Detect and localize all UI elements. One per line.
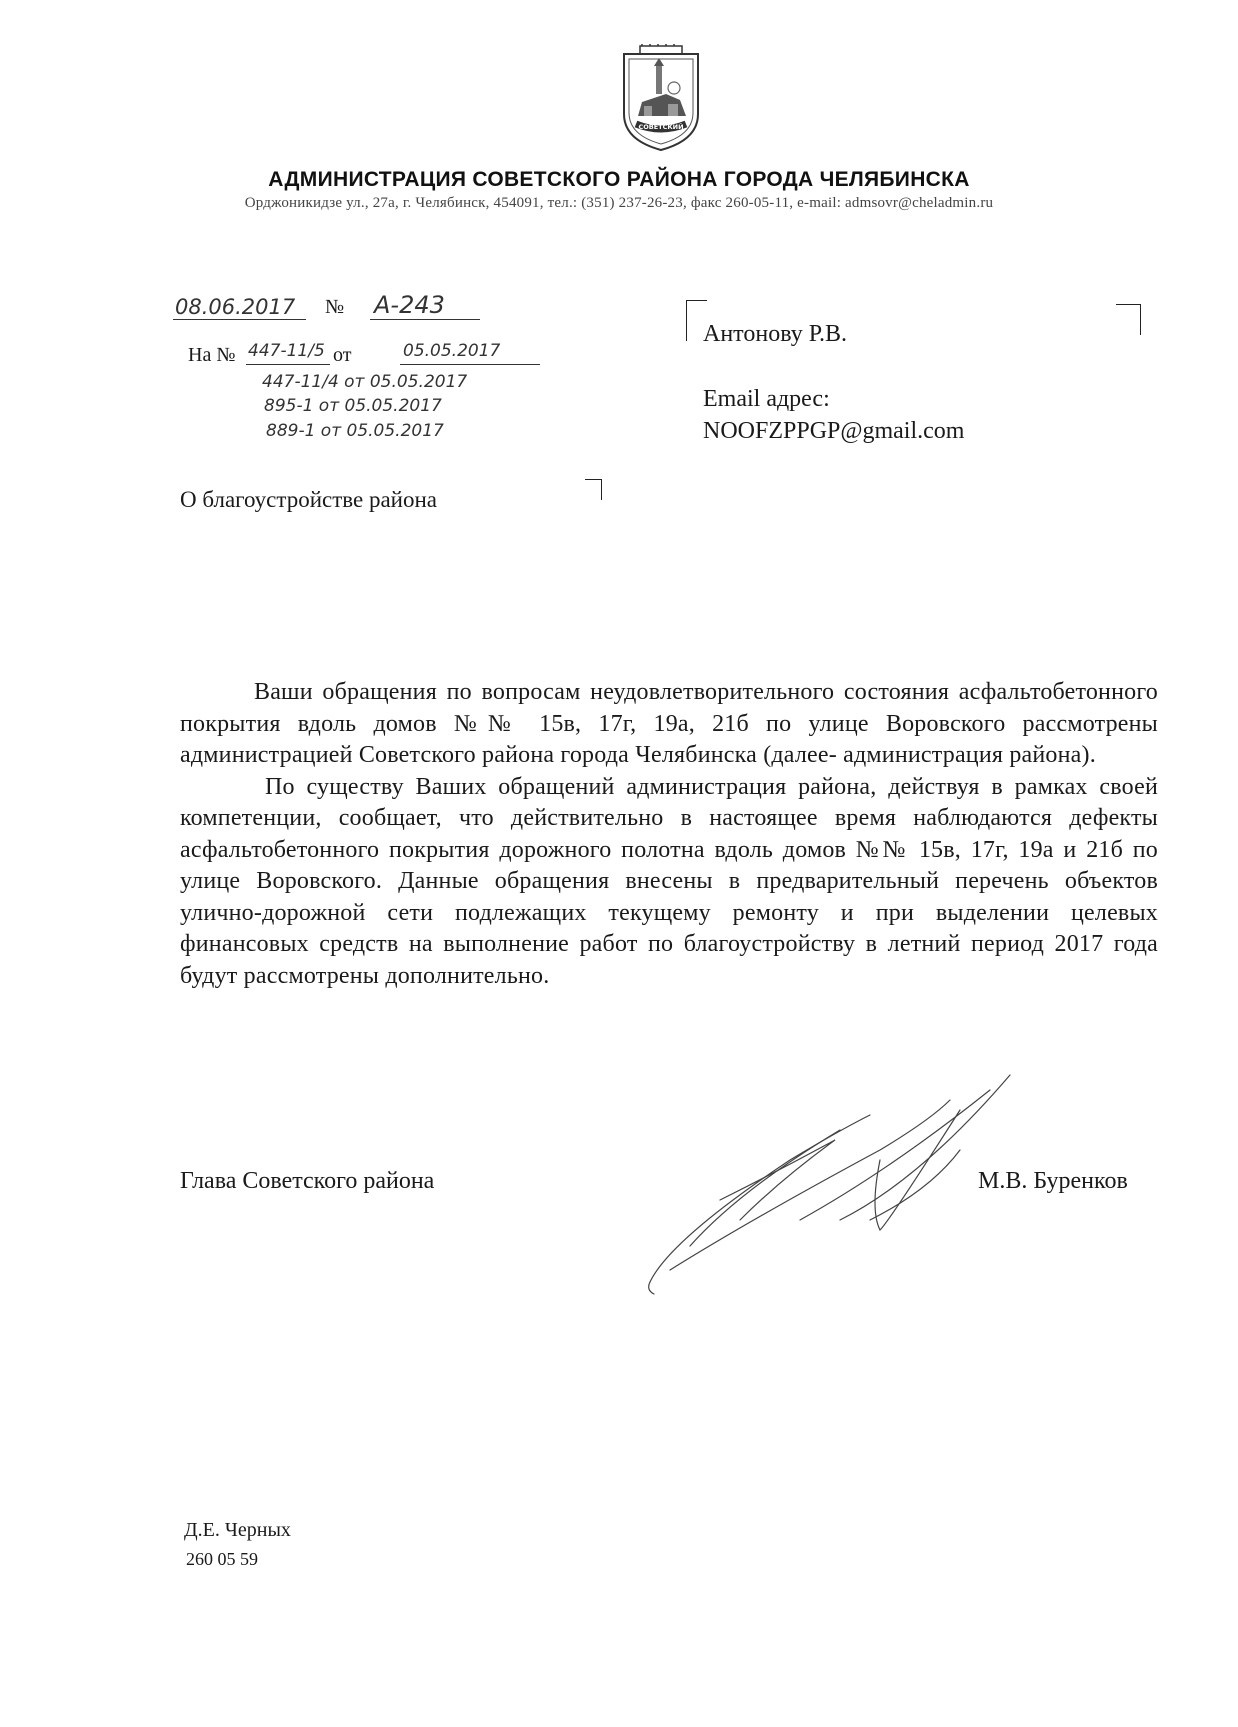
body-paragraph: По существу Ваших обращений администрация района, действуя в рамках своей компетенции, сообщает, что действительно в настоящее время наблюдаются дефекты асфальтобетонного покрытия дорожного полотна вдоль домов №№ 15в, 17г, 19а и 21б по улице Воровского. Данные обращения внесены в предварительный перечень объектов улично-дорожной сети подлежащих текущему ремонту и при выделении целевых финансовых средств на выполнение работ по благоустройству в летний период 2017 года будут рассмотрены дополнительно. [180, 773, 1158, 989]
crest-label: СОВЕТСКИЙ [638, 123, 684, 131]
recipient-corner-mark [1116, 304, 1141, 335]
letter-subject: О благоустройстве района [180, 487, 437, 512]
registration-date: 08.06.2017 [175, 295, 296, 319]
signatory-position: Глава Советского района [180, 1168, 435, 1194]
reference-number-underline [246, 364, 330, 365]
registration-date-underline [173, 319, 306, 320]
recipient-email: NOOFZPPGP@gmail.com [703, 418, 965, 444]
reference-line: 889-1 от 05.05.2017 [266, 421, 444, 441]
recipient-email-label: Email адрес: [703, 386, 830, 412]
reference-line: 895-1 от 05.05.2017 [264, 396, 442, 416]
number-sign: № [325, 296, 345, 318]
reference-date: 05.05.2017 [403, 341, 501, 361]
subject-corner-mark [585, 479, 602, 500]
signatory-name: М.В. Буренков [978, 1168, 1128, 1194]
recipient-name: Антонову Р.В. [703, 321, 848, 347]
in-reply-label: На № [188, 344, 236, 366]
executor-phone: 260 05 59 [186, 1549, 258, 1569]
reference-line: 447-11/4 от 05.05.2017 [262, 372, 468, 392]
coat-of-arms-icon [618, 44, 704, 154]
body-paragraph: Ваши обращения по вопросам неудовлетворительного состояния асфальтобетонного покрытия вдоль домов №№ 15в, 17г, 19а, 21б по улице Воровского рассмотрены администрацией Советского района города Челябинска (далее- администрация района). [180, 679, 1158, 768]
registration-number: А-243 [374, 291, 445, 319]
organization-title: АДМИНИСТРАЦИЯ СОВЕТСКОГО РАЙОНА ГОРОДА ЧЕЛЯБИНСКА [268, 168, 970, 191]
letter-body [180, 677, 1158, 992]
registration-number-underline [370, 319, 480, 320]
from-label: от [333, 344, 352, 366]
reference-date-underline [400, 364, 540, 365]
reference-number: 447-11/5 [248, 341, 325, 361]
executor-name: Д.Е. Черных [184, 1519, 291, 1541]
organization-contacts: Орджоникидзе ул., 27а, г. Челябинск, 454091, тел.: (351) 237-26-23, факс 260-05-11, e-mail: admsovr@cheladmin.ru [244, 195, 994, 211]
